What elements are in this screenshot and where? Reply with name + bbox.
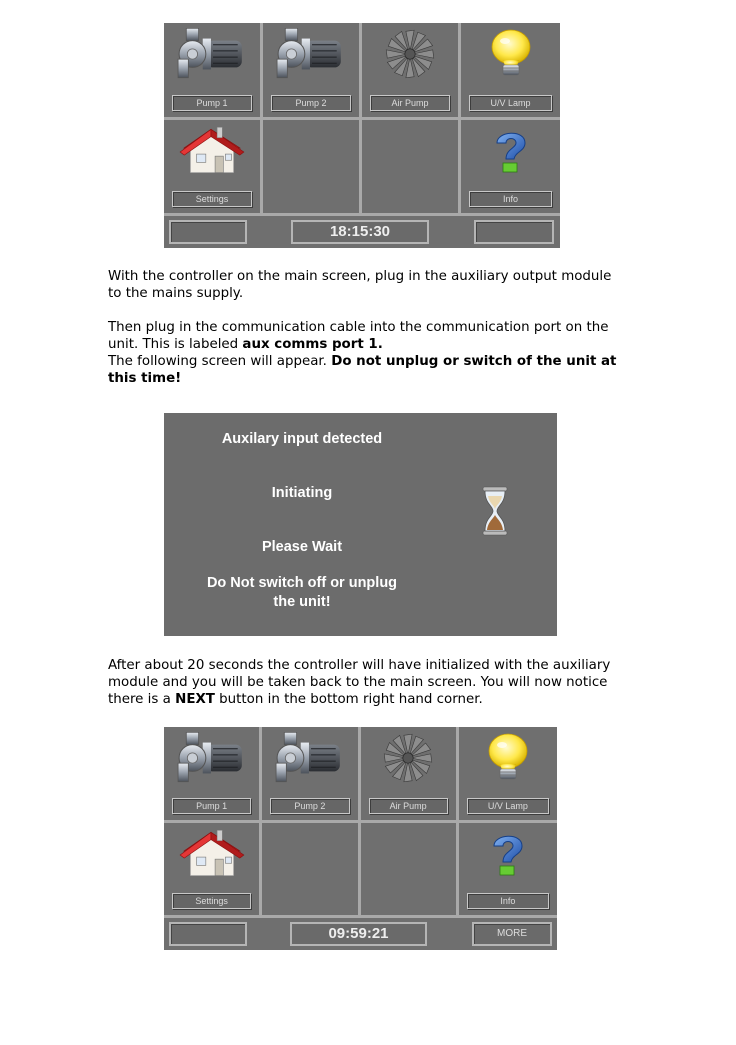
controller-screen-1 [164,23,560,248]
tile-air-pump[interactable] [362,23,461,120]
warning-text: Do not unplug or switch of the unit at this time! [108,354,617,386]
pump-icon [275,28,347,80]
tile-pump-1[interactable] [164,23,263,120]
house-icon [176,125,248,177]
dialog-warning-1: Do Not switch off or unplug [206,575,398,591]
left-button[interactable] [169,922,247,946]
instruction-warning: The following screen will appear. Do not unplug or switch of the unit at this time! [108,354,617,386]
instruction-plug-cable: Then plug in the communication cable into the communication port on the unit. This is labeled aux comms port 1. [108,320,609,352]
tile-empty [263,120,362,217]
pump-icon [274,732,346,784]
bottom-bar [164,918,557,950]
tile-pump-1-label[interactable]: Pump 1 [172,95,252,111]
clock-display: 09:59:21 [290,922,427,946]
tile-uv-lamp[interactable] [461,23,560,120]
tile-info-label[interactable]: Info [469,191,552,207]
tile-settings-label[interactable]: Settings [172,191,252,207]
port-label: aux comms port 1. [242,337,383,352]
bottom-bar [164,216,560,248]
instruction-next: After about 20 seconds the controller will have initialized with the auxiliary module and you will be taken back to the main screen. You will now notice there is a NEXT button in the bottom right hand corner. [108,658,611,707]
pump-icon [176,732,248,784]
dialog-title: Auxilary input detected [221,431,383,447]
tile-pump-1[interactable] [164,727,262,823]
tile-empty [262,823,360,919]
tile-pump-2[interactable] [262,727,360,823]
tile-pump-2-label[interactable]: Pump 2 [271,95,351,111]
tile-pump-2[interactable] [263,23,362,120]
tile-air-pump-label[interactable]: Air Pump [370,95,450,111]
lightbulb-icon [480,28,542,80]
pump-icon [176,28,248,80]
fan-icon [377,732,439,784]
clock-display: 18:15:30 [291,220,429,244]
question-icon [477,828,539,880]
next-keyword: NEXT [175,692,215,707]
left-button[interactable] [169,220,247,244]
tile-empty [362,120,461,217]
tile-uv-lamp-label[interactable]: U/V Lamp [469,95,552,111]
tile-uv-lamp[interactable] [459,727,557,823]
instructions-1 [108,268,628,387]
controller-screen-2 [164,727,557,950]
right-button[interactable] [474,220,554,244]
auxiliary-detected-dialog [164,413,557,636]
lightbulb-icon [477,732,539,784]
tile-pump-2-label[interactable]: Pump 2 [270,798,349,814]
dialog-status: Initiating [271,485,333,501]
tile-settings-label[interactable]: Settings [172,893,251,909]
hourglass-icon [480,485,510,537]
tile-settings[interactable] [164,823,262,919]
tile-air-pump[interactable] [361,727,459,823]
tile-empty [361,823,459,919]
tile-pump-1-label[interactable]: Pump 1 [172,798,251,814]
tile-info[interactable] [461,120,560,217]
tile-settings[interactable] [164,120,263,217]
instruction-plug-module: With the controller on the main screen, plug in the auxiliary output module to the mains supply. [108,269,612,301]
question-icon [480,125,542,177]
tile-uv-lamp-label[interactable]: U/V Lamp [467,798,549,814]
house-icon [176,828,248,880]
tile-info-label[interactable]: Info [467,893,549,909]
dialog-wait: Please Wait [261,539,343,555]
tile-info[interactable] [459,823,557,919]
fan-icon [379,28,441,80]
tile-air-pump-label[interactable]: Air Pump [369,798,448,814]
more-button[interactable]: MORE [472,922,552,946]
instructions-2 [108,657,628,708]
dialog-warning-2: the unit! [273,594,331,610]
